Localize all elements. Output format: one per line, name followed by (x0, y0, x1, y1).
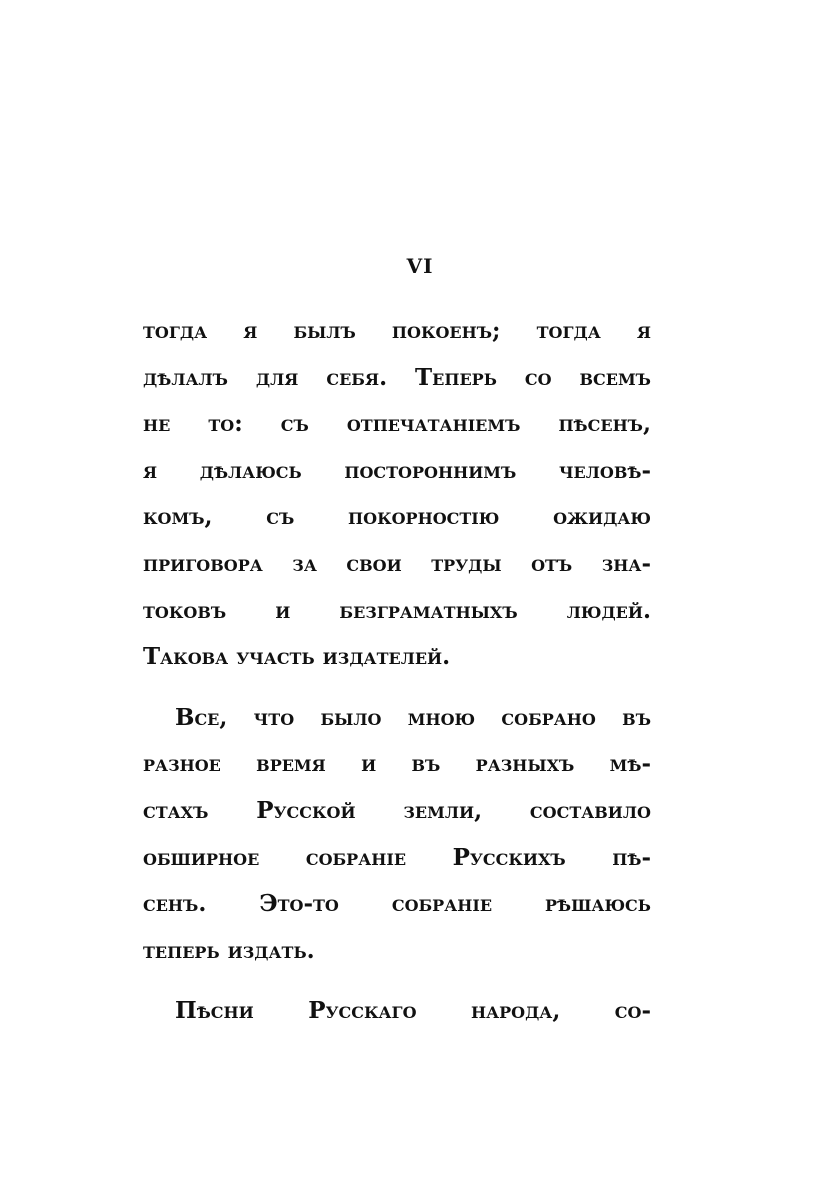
text-line: комъ, съ покорностiю ожидаю (143, 503, 651, 531)
page-number: VI (406, 254, 434, 278)
text-line: теперь издать. (143, 936, 315, 964)
paragraph (143, 308, 651, 681)
text-line: Все, что было мною собрано въ (175, 703, 651, 731)
text-line: разное время и въ разныхъ мѣ- (143, 750, 651, 778)
paragraph (143, 695, 651, 975)
text-line: стахъ Русской земли, составило (143, 796, 651, 824)
text-line: Такова участь издателей. (143, 643, 451, 671)
text-line: не то: съ отпечатанiемъ пѣсенъ, (143, 410, 651, 438)
text-line: Пѣсни Русскаго народа, со- (175, 997, 651, 1025)
paragraph-gap (143, 974, 651, 988)
text-line: тогда я былъ покоенъ; тогда я (143, 317, 651, 344)
text-line: обширное собранiе Русскихъ пѣ- (143, 843, 651, 871)
body-text (143, 308, 651, 1035)
text-line: сенъ. Это-то собранiе рѣшаюсь (143, 890, 651, 918)
paragraph-gap (143, 681, 651, 695)
text-line: дѣлалъ для себя. Теперь со всемъ (143, 363, 651, 391)
text-line: токовъ и безграматныхъ людей. (143, 596, 651, 624)
text-line: я дѣлаюсь постороннимъ человѣ- (143, 456, 651, 484)
paragraph (143, 988, 651, 1035)
text-line: приговора за свои труды отъ зна- (143, 549, 651, 577)
